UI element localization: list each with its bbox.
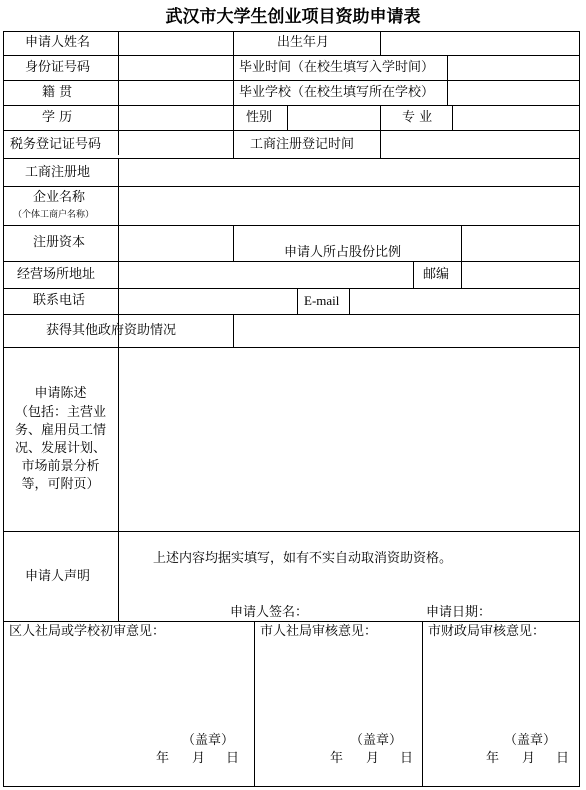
phone-label: 联系电话 xyxy=(33,293,86,308)
birth-date-field[interactable] xyxy=(381,32,579,54)
business-reg-place-label: 工商注册地 xyxy=(25,165,91,180)
row-divider xyxy=(3,531,580,532)
other-gov-funding-field[interactable] xyxy=(234,315,579,346)
statement-note-line: 况、发展计划、 xyxy=(14,441,106,456)
seal-label: （盖章） xyxy=(504,733,557,748)
city-hr-review-label: 市人社局审核意见： xyxy=(260,624,378,639)
statement-note-line: 市场前景分析 xyxy=(21,459,100,474)
statement-note-line: （包括：主营业 xyxy=(14,405,106,420)
postcode-label: 邮编 xyxy=(423,267,450,282)
form-title: 武汉市大学生创业项目资助申请表 xyxy=(165,7,421,27)
statement-note-line: 等，可附页） xyxy=(21,477,100,492)
statement-note-line: 务、雇用员工情 xyxy=(14,423,106,438)
phone-field[interactable] xyxy=(119,289,296,313)
declaration-label: 申请人声明 xyxy=(25,569,91,584)
applicant-name-label: 申请人姓名 xyxy=(25,35,91,50)
education-field[interactable] xyxy=(119,106,232,129)
col-divider xyxy=(380,105,381,130)
col-divider xyxy=(233,130,234,158)
year-label: 年 xyxy=(156,751,170,766)
col-divider xyxy=(413,261,414,288)
business-reg-time-label: 工商注册登记时间 xyxy=(250,137,355,152)
native-place-field[interactable] xyxy=(119,81,232,104)
month-label: 月 xyxy=(192,751,206,766)
statement-field[interactable] xyxy=(119,348,579,530)
year-label: 年 xyxy=(330,751,344,766)
signature-field[interactable] xyxy=(308,602,418,620)
district-review-field[interactable] xyxy=(4,642,253,786)
business-address-label: 经营场所地址 xyxy=(17,267,96,282)
day-label: 日 xyxy=(556,751,570,766)
gender-field[interactable] xyxy=(288,106,379,129)
business-reg-place-field[interactable] xyxy=(119,159,579,185)
finance-review-label: 市财政局审核意见： xyxy=(428,624,546,639)
col-divider xyxy=(297,288,298,314)
signature-label: 申请人签名： xyxy=(230,605,309,620)
id-number-label: 身份证号码 xyxy=(25,60,91,75)
graduation-time-label: 毕业时间（在校生填写入学时间） xyxy=(239,60,435,75)
other-gov-funding-label: 获得其他政府资助情况 xyxy=(46,323,177,338)
graduation-school-field[interactable] xyxy=(448,81,579,104)
seal-label: （盖章） xyxy=(182,733,235,748)
birth-date-label: 出生年月 xyxy=(277,35,330,50)
month-label: 月 xyxy=(366,751,380,766)
email-field[interactable] xyxy=(350,289,579,313)
company-name-label: 企业名称 xyxy=(33,190,86,205)
id-number-field[interactable] xyxy=(119,56,232,79)
share-ratio-label: 申请人所占股份比例 xyxy=(284,245,402,260)
gender-label: 性别 xyxy=(246,110,273,125)
row-divider xyxy=(3,621,580,622)
day-label: 日 xyxy=(400,751,414,766)
registered-capital-field[interactable] xyxy=(119,226,232,260)
month-label: 月 xyxy=(522,751,536,766)
graduation-time-field[interactable] xyxy=(448,56,579,79)
registered-capital-label: 注册资本 xyxy=(33,235,86,250)
statement-title: 申请陈述 xyxy=(34,386,87,401)
applicant-name-field[interactable] xyxy=(119,32,232,54)
share-ratio-field[interactable] xyxy=(462,226,579,260)
district-review-label: 区人社局或学校初审意见： xyxy=(9,624,166,639)
email-label: E-mail xyxy=(304,293,340,308)
col-divider xyxy=(233,225,234,261)
business-reg-time-field[interactable] xyxy=(381,131,579,157)
business-address-field[interactable] xyxy=(119,262,412,287)
declaration-text: 上述内容均据实填写，如有不实自动取消资助资格。 xyxy=(153,551,453,566)
seal-label: （盖章） xyxy=(350,733,403,748)
postcode-field[interactable] xyxy=(462,262,579,287)
tax-reg-field[interactable] xyxy=(119,131,232,157)
education-label: 学 历 xyxy=(42,110,73,125)
day-label: 日 xyxy=(226,751,240,766)
native-place-label: 籍 贯 xyxy=(42,85,73,100)
col-divider xyxy=(233,31,234,130)
major-label: 专 业 xyxy=(402,110,433,125)
company-name-note: （个体工商户名称） xyxy=(13,210,95,220)
graduation-school-label: 毕业学校（在校生填写所在学校） xyxy=(239,85,435,100)
date-label: 申请日期： xyxy=(426,605,492,620)
tax-reg-label: 税务登记证号码 xyxy=(10,137,102,152)
year-label: 年 xyxy=(486,751,500,766)
major-field[interactable] xyxy=(453,106,579,129)
date-field[interactable] xyxy=(491,602,579,620)
company-name-field[interactable] xyxy=(119,187,579,224)
